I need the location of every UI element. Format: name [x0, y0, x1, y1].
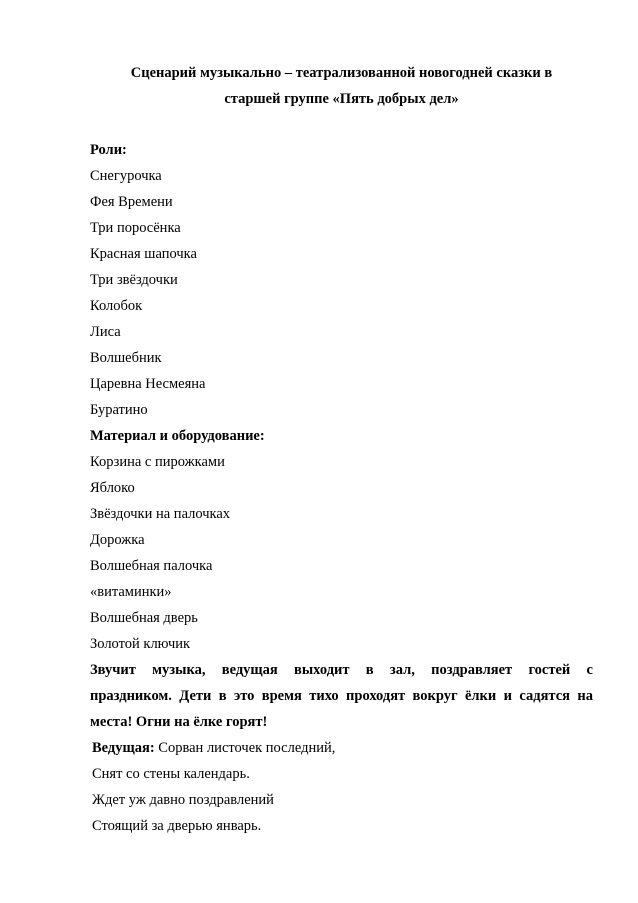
role-item: Колобок: [90, 298, 143, 314]
material-item: Яблоко: [90, 480, 135, 496]
role-item: Буратино: [90, 402, 148, 418]
material-item: Золотой ключик: [90, 636, 191, 652]
verse-line: Снят со стены календарь.: [92, 766, 250, 782]
role-item: Волшебник: [90, 350, 162, 366]
speaker-label: Ведущая:: [92, 740, 155, 756]
stage-direction-line-1: Звучит музыка, ведущая выходит в зал, поздравляет гостей с: [90, 662, 593, 678]
material-item: Волшебная дверь: [90, 610, 198, 626]
material-item: Корзина с пирожками: [90, 454, 225, 470]
roles-heading: Роли:: [90, 142, 127, 158]
verse-line: Стоящий за дверью январь.: [92, 818, 262, 834]
title-line-2: старшей группе «Пять добрых дел»: [224, 91, 459, 107]
material-item: «витаминки»: [90, 584, 172, 600]
role-item: Три звёздочки: [90, 272, 178, 288]
verse-line: Ждет уж давно поздравлений: [92, 792, 274, 808]
role-item: Красная шапочка: [90, 246, 197, 262]
material-item: Волшебная палочка: [90, 558, 213, 574]
role-item: Лиса: [90, 324, 121, 340]
material-item: Дорожка: [90, 532, 145, 548]
materials-heading: Материал и оборудование:: [90, 428, 265, 444]
verse-text: Сорван листочек последний,: [158, 740, 336, 756]
role-item: Фея Времени: [90, 194, 173, 210]
material-item: Звёздочки на палочках: [90, 506, 231, 522]
title-line-1: Сценарий музыкально – театрализованной новогодней сказки в: [130, 65, 553, 81]
verse-line: [92, 735, 335, 761]
role-item: Снегурочка: [90, 168, 162, 184]
stage-direction-line-2: праздником. Дети в это время тихо проходят вокруг ёлки и садятся на: [90, 688, 593, 704]
role-item: Царевна Несмеяна: [90, 376, 206, 392]
stage-direction-line-3: места! Огни на ёлке горят!: [90, 714, 268, 730]
role-item: Три поросёнка: [90, 220, 181, 236]
